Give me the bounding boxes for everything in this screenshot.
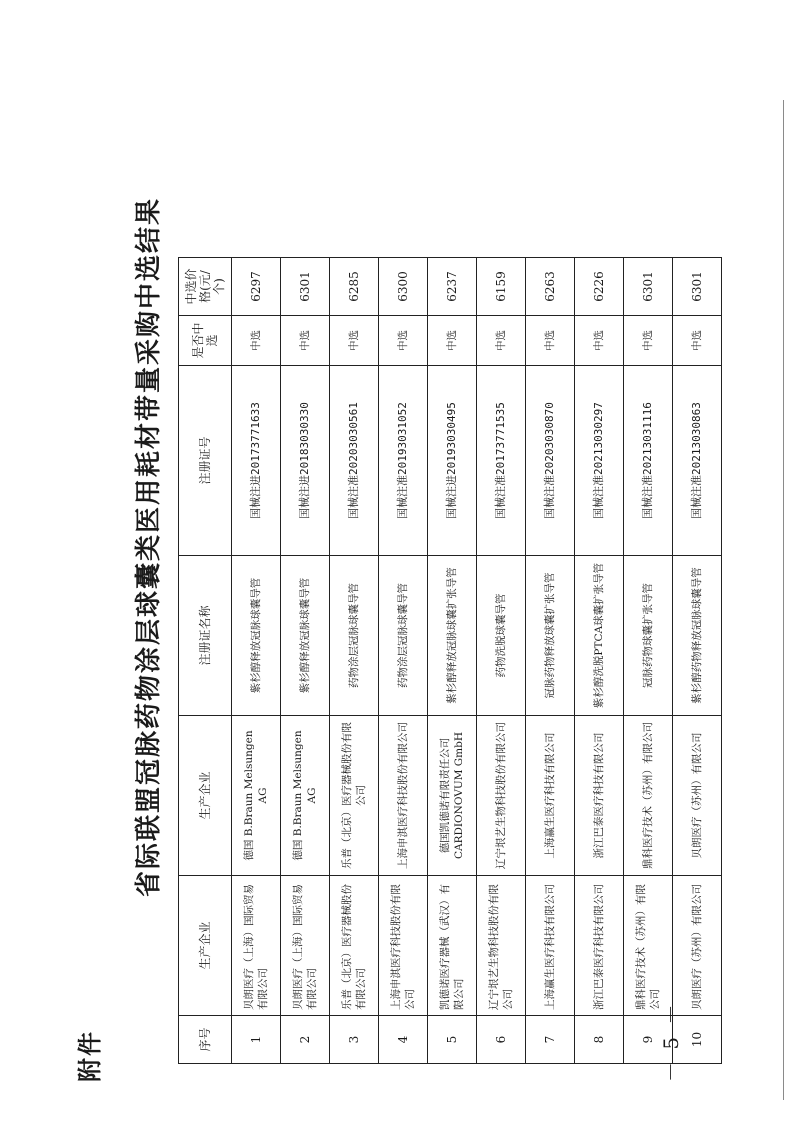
cell-selected: 中选 bbox=[624, 316, 673, 366]
table-row bbox=[673, 258, 722, 1064]
cell-cert: 国械注进20193030495 bbox=[428, 366, 477, 556]
cell-price: 6285 bbox=[330, 258, 379, 316]
cell-manufacturer: 上海赢生医疗科技有限公司 bbox=[526, 716, 575, 876]
header-manufacturer: 生产企业 bbox=[179, 716, 232, 876]
cell-cert: 国械注准20203030561 bbox=[330, 366, 379, 556]
cell-applicant: 贝朗医疗（上海）国际贸易有限公司 bbox=[232, 876, 281, 1016]
cell-applicant: 贝朗医疗（苏州）有限公司 bbox=[673, 876, 722, 1016]
header-cert: 注册证号 bbox=[179, 366, 232, 556]
header-applicant: 生产企业 bbox=[179, 876, 232, 1016]
header-selected: 是否中选 bbox=[179, 316, 232, 366]
cell-cert: 国械注准20193031052 bbox=[379, 366, 428, 556]
header-seq: 序号 bbox=[179, 1016, 232, 1064]
cell-cert: 国械注进20183030330 bbox=[281, 366, 330, 556]
cell-cert: 国械注准20213030297 bbox=[575, 366, 624, 556]
cell-manufacturer: 德国凯德诺有限责任公司 CARDIONOVUM GmbH bbox=[428, 716, 477, 876]
cell-manufacturer: 浙江巴泰医疗科技有限公司 bbox=[575, 716, 624, 876]
cell-price: 6237 bbox=[428, 258, 477, 316]
cell-product: 冠脉药物球囊扩张导管 bbox=[624, 556, 673, 716]
cell-product: 紫杉醇释放冠脉球囊扩张导管 bbox=[428, 556, 477, 716]
cell-selected: 中选 bbox=[477, 316, 526, 366]
cell-applicant: 鼎科医疗技术（苏州）有限公司 bbox=[624, 876, 673, 1016]
cell-price: 6159 bbox=[477, 258, 526, 316]
cell-product: 紫杉醇释放冠脉球囊导管 bbox=[232, 556, 281, 716]
table-row bbox=[477, 258, 526, 1064]
cell-applicant: 上海赢生医疗科技有限公司 bbox=[526, 876, 575, 1016]
table-row bbox=[624, 258, 673, 1064]
cell-manufacturer: 鼎科医疗技术（苏州）有限公司 bbox=[624, 716, 673, 876]
table-header-row bbox=[179, 258, 232, 1064]
cell-manufacturer: 贝朗医疗（苏州）有限公司 bbox=[673, 716, 722, 876]
page-number: － 5 － bbox=[659, 1001, 683, 1082]
cell-seq: 9 bbox=[624, 1016, 673, 1064]
cell-selected: 中选 bbox=[526, 316, 575, 366]
table-row bbox=[330, 258, 379, 1064]
cell-price: 6297 bbox=[232, 258, 281, 316]
cell-applicant: 辽宁垠艺生物科技股份有限公司 bbox=[477, 876, 526, 1016]
cell-seq: 8 bbox=[575, 1016, 624, 1064]
table-row bbox=[232, 258, 281, 1064]
cell-applicant: 贝朗医疗（上海）国际贸易有限公司 bbox=[281, 876, 330, 1016]
cell-selected: 中选 bbox=[428, 316, 477, 366]
cell-seq: 6 bbox=[477, 1016, 526, 1064]
cell-seq: 7 bbox=[526, 1016, 575, 1064]
cell-cert: 国械注准20173771535 bbox=[477, 366, 526, 556]
cell-cert: 国械注准20213030863 bbox=[673, 366, 722, 556]
cell-manufacturer: 德国 B.Braun Melsungen AG bbox=[232, 716, 281, 876]
cell-manufacturer: 德国 B.Braun Melsungen AG bbox=[281, 716, 330, 876]
cell-price: 6300 bbox=[379, 258, 428, 316]
header-price: 中选价格(元/个) bbox=[179, 258, 232, 316]
cell-selected: 中选 bbox=[232, 316, 281, 366]
cell-cert: 国械注进20173771633 bbox=[232, 366, 281, 556]
cell-product: 紫杉醇释放冠脉球囊导管 bbox=[281, 556, 330, 716]
cell-product: 药物洗脱球囊导管 bbox=[477, 556, 526, 716]
cell-seq: 1 bbox=[232, 1016, 281, 1064]
cell-manufacturer: 上海申淇医疗科技股份有限公司 bbox=[379, 716, 428, 876]
attachment-label: 附件 bbox=[75, 1030, 104, 1082]
cell-price: 6301 bbox=[281, 258, 330, 316]
table-row bbox=[575, 258, 624, 1064]
cell-cert: 国械注准20203030870 bbox=[526, 366, 575, 556]
table-row bbox=[281, 258, 330, 1064]
cell-seq: 2 bbox=[281, 1016, 330, 1064]
cell-product: 紫杉醇药物释放冠脉球囊导管 bbox=[673, 556, 722, 716]
cell-seq: 5 bbox=[428, 1016, 477, 1064]
cell-cert: 国械注准20213031116 bbox=[624, 366, 673, 556]
cell-manufacturer: 辽宁垠艺生物科技股份有限公司 bbox=[477, 716, 526, 876]
cell-applicant: 上海申淇医疗科技股份有限公司 bbox=[379, 876, 428, 1016]
table-row bbox=[428, 258, 477, 1064]
document-title: 省际联盟冠脉药物涂层球囊类医用耗材带量采购中选结果 bbox=[134, 196, 164, 897]
cell-selected: 中选 bbox=[330, 316, 379, 366]
cell-manufacturer: 乐普（北京）医疗器械股份有限公司 bbox=[330, 716, 379, 876]
results-table bbox=[178, 257, 722, 1064]
table-row bbox=[526, 258, 575, 1064]
cell-seq: 10 bbox=[673, 1016, 722, 1064]
cell-product: 冠脉药物释放球囊扩张导管 bbox=[526, 556, 575, 716]
cell-seq: 4 bbox=[379, 1016, 428, 1064]
cell-selected: 中选 bbox=[379, 316, 428, 366]
cell-price: 6301 bbox=[624, 258, 673, 316]
cell-seq: 3 bbox=[330, 1016, 379, 1064]
cell-selected: 中选 bbox=[673, 316, 722, 366]
cell-price: 6301 bbox=[673, 258, 722, 316]
results-table-container bbox=[178, 257, 722, 1064]
cell-product: 药物涂层冠脉球囊导管 bbox=[330, 556, 379, 716]
header-product: 注册证名称 bbox=[179, 556, 232, 716]
cell-price: 6226 bbox=[575, 258, 624, 316]
cell-product: 紫杉醇洗脱PTCA球囊扩张导管 bbox=[575, 556, 624, 716]
cell-applicant: 凯德诺医疗器械（武汉）有限公司 bbox=[428, 876, 477, 1016]
cell-selected: 中选 bbox=[281, 316, 330, 366]
cell-selected: 中选 bbox=[575, 316, 624, 366]
cell-applicant: 乐普（北京）医疗器械股份有限公司 bbox=[330, 876, 379, 1016]
cell-price: 6263 bbox=[526, 258, 575, 316]
table-row bbox=[379, 258, 428, 1064]
cell-applicant: 浙江巴泰医疗科技有限公司 bbox=[575, 876, 624, 1016]
cell-product: 药物涂层冠脉球囊导管 bbox=[379, 556, 428, 716]
